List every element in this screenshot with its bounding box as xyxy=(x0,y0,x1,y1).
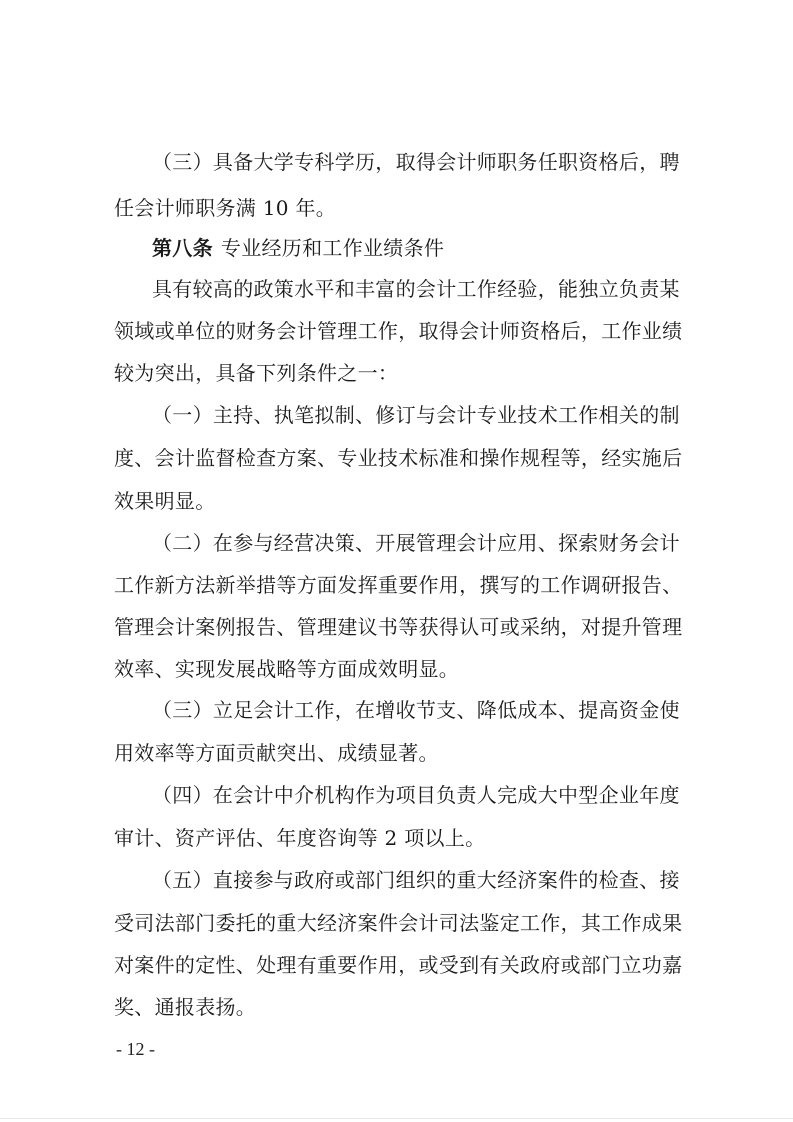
page-bottom-edge xyxy=(0,1118,793,1119)
paragraph-line: （五）直接参与政府或部门组织的重大经济案件的检查、接 xyxy=(152,868,680,892)
paragraph-line: 受司法部门委托的重大经济案件会计司法鉴定工作，其工作成果 xyxy=(114,911,683,935)
paragraph-line: 奖、通报表扬。 xyxy=(114,995,257,1019)
paragraph-line: 效率、实现发展战略等方面成效明显。 xyxy=(114,657,460,681)
paragraph-line: 管理会计案例报告、管理建议书等获得认可或采纳，对提升管理 xyxy=(114,615,683,639)
paragraph-line: （三）具备大学专科学历，取得会计师职务任职资格后，聘 xyxy=(152,150,680,174)
page-number: - 12 - xyxy=(116,1039,155,1059)
paragraph-line: （四）在会计中介机构作为项目负责人完成大中型企业年度 xyxy=(152,783,680,807)
paragraph-line: 审计、资产评估、年度咨询等 2 项以上。 xyxy=(114,826,486,850)
paragraph-line: （三）立足会计工作，在增收节支、降低成本、提高资金使 xyxy=(152,698,680,722)
paragraph-line: 度、会计监督检查方案、专业技术标准和操作规程等，经实施后 xyxy=(114,446,683,470)
paragraph-line: 领域或单位的财务会计管理工作，取得会计师资格后，工作业绩 xyxy=(114,319,683,343)
article-heading xyxy=(0,228,793,268)
paragraph-line: 具有较高的政策水平和丰富的会计工作经验，能独立负责某 xyxy=(152,277,680,301)
paragraph-line: （二）在参与经营决策、开展管理会计应用、探索财务会计 xyxy=(152,531,680,555)
paragraph-line: 对案件的定性、处理有重要作用，或受到有关政府或部门立功嘉 xyxy=(114,953,683,977)
paragraph-line: 较为突出，具备下列条件之一： xyxy=(114,361,399,385)
paragraph-line: 用效率等方面贡献突出、成绩显著。 xyxy=(114,741,439,765)
article-heading-label: 第八条 xyxy=(152,236,213,260)
paragraph-line: 效果明显。 xyxy=(114,489,216,513)
paragraph-line: （一）主持、执笔拟制、修订与会计专业技术工作相关的制 xyxy=(152,403,680,427)
paragraph-line: 任会计师职务满 10 年。 xyxy=(114,196,337,220)
article-heading-title: 专业经历和工作业绩条件 xyxy=(220,236,445,260)
paragraph-line: 工作新方法新举措等方面发挥重要作用，撰写的工作调研报告、 xyxy=(114,573,683,597)
